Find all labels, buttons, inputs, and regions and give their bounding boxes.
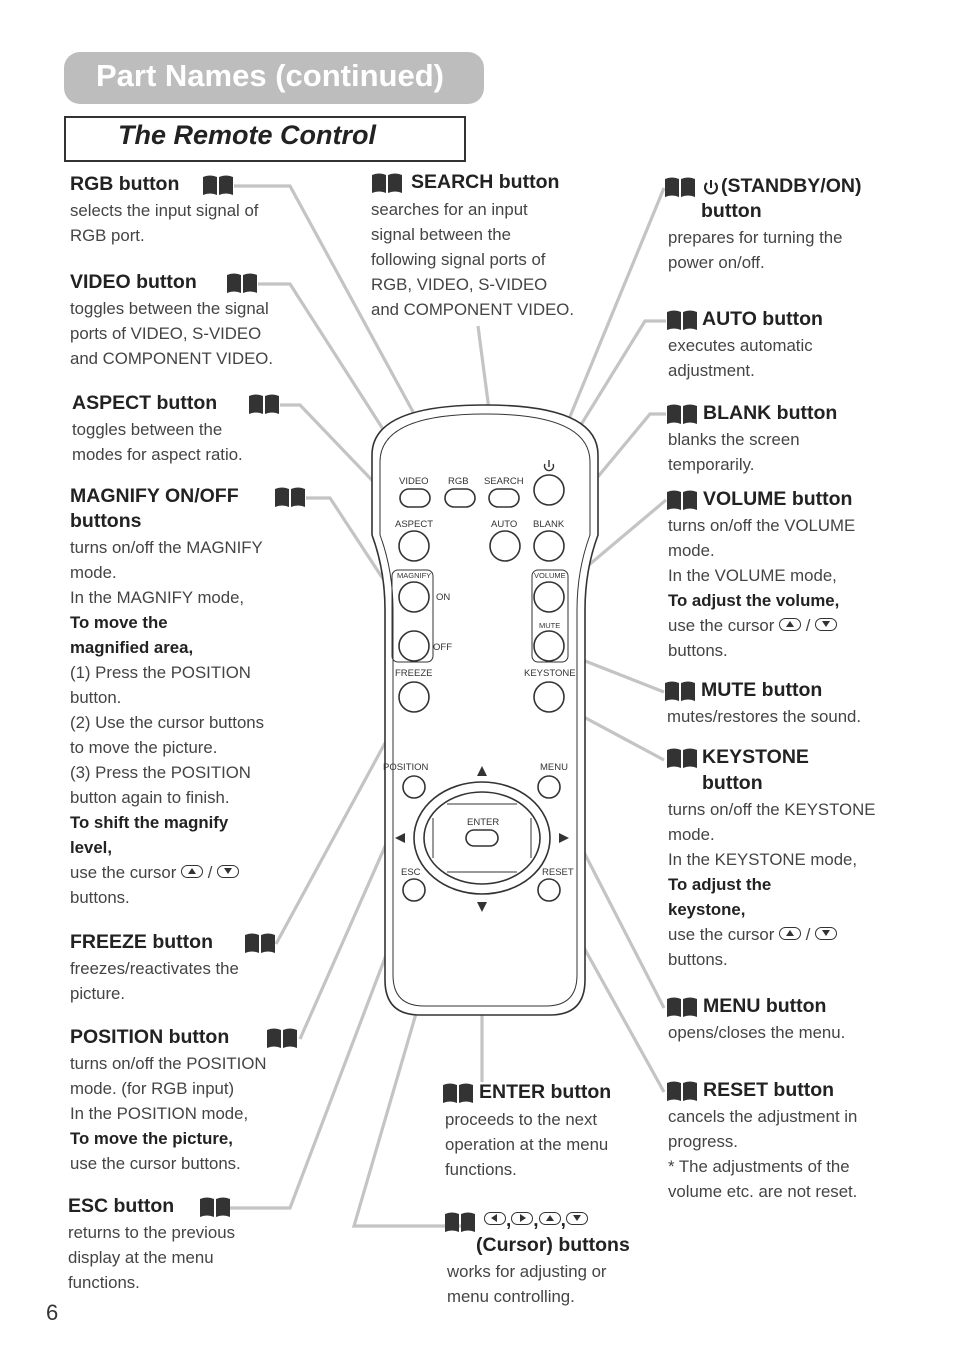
book-icon: [666, 403, 698, 425]
remote-label-rgb: RGB: [448, 476, 469, 487]
cursor-down-icon: [815, 618, 837, 631]
remote-label-menu: MENU: [540, 762, 568, 773]
mute-title: MUTE button: [701, 679, 823, 701]
auto-title: AUTO button: [702, 308, 823, 330]
book-icon: [199, 1196, 231, 1218]
aspect-desc: toggles between the modes for aspect ratio.: [72, 420, 243, 464]
remote-search-key: [489, 489, 519, 507]
remote-mute-key: [534, 631, 564, 661]
remote-magnify-off-key: [399, 631, 429, 661]
book-icon: [666, 747, 698, 769]
standby-desc: prepares for turning the power on/off.: [668, 228, 843, 272]
keystone-title-2: button: [702, 772, 763, 794]
remote-blank-key: [534, 531, 564, 561]
remote-menu-key: [538, 776, 560, 798]
book-icon: [664, 176, 696, 198]
remote-label-blank: BLANK: [533, 519, 565, 530]
cursor-left-icon: [484, 1212, 506, 1225]
cursor-title: (Cursor) buttons: [476, 1234, 630, 1256]
remote-label-position: POSITION: [383, 762, 429, 773]
enter-title: ENTER button: [479, 1081, 612, 1103]
search-title: SEARCH button: [411, 171, 560, 193]
cursor-up-icon: [779, 927, 801, 940]
cursor-up-icon: [181, 865, 203, 878]
remote-label-freeze: FREEZE: [395, 668, 433, 679]
remote-label-volume: VOLUME: [534, 571, 566, 580]
remote-enter-key: [466, 830, 498, 846]
remote-label-off: OFF: [433, 642, 452, 653]
remote-volume-key: [534, 582, 564, 612]
book-icon: [666, 1080, 698, 1102]
reset-desc: cancels the adjustment in progress. * The adjustments of the volume etc. are not reset.: [668, 1107, 858, 1201]
cursor-up-icon: [539, 1212, 561, 1225]
freeze-title: FREEZE button: [70, 931, 213, 953]
remote-rgb-key: [445, 489, 475, 507]
book-icon: [371, 172, 403, 194]
book-icon: [664, 680, 696, 702]
book-icon: [666, 996, 698, 1018]
book-icon: [442, 1082, 474, 1104]
volume-desc: turns on/off the VOLUME mode. In the VOLUME mode, To adjust the volume, use the cursor / buttons.: [668, 516, 856, 660]
keystone-title: KEYSTONE: [702, 746, 809, 768]
video-title: VIDEO button: [70, 271, 197, 293]
remote-keystone-key: [534, 682, 564, 712]
remote-label-video: VIDEO: [399, 476, 429, 487]
position-title: POSITION button: [70, 1026, 230, 1048]
remote-label-auto: AUTO: [491, 519, 518, 530]
video-desc: toggles between the signal ports of VIDEO, S-VIDEO and COMPONENT VIDEO.: [70, 299, 273, 368]
standby-title: (STANDBY/ON): [721, 175, 862, 197]
remote-label-keystone: KEYSTONE: [524, 668, 576, 679]
book-icon: [444, 1211, 476, 1233]
remote-label-enter: ENTER: [467, 817, 500, 828]
remote-label-on: ON: [436, 592, 451, 603]
aspect-title: ASPECT button: [72, 392, 218, 414]
remote-video-key: [400, 489, 430, 507]
remote-reset-key: [538, 879, 560, 901]
magnify-desc: turns on/off the MAGNIFY mode. In the MAGNIFY mode, To move the magnified area, (1) Press the POSITION button. (2) Use the cursor buttons to move the picture. (3) Press the POSITION button again to finish. To shift the magnify level, use the cursor / buttons.: [70, 538, 265, 907]
book-icon: [226, 272, 258, 294]
page-number: 6: [46, 1300, 59, 1325]
cursor-down-icon: [566, 1212, 588, 1225]
remote-magnify-on-key: [399, 582, 429, 612]
esc-title: ESC button: [68, 1195, 175, 1217]
remote-aspect-key: [399, 531, 429, 561]
mute-desc: mutes/restores the sound.: [667, 707, 862, 726]
magnify-title: MAGNIFY ON/OFF: [70, 485, 239, 507]
book-icon: [666, 489, 698, 511]
menu-desc: opens/closes the menu.: [668, 1023, 846, 1042]
blank-desc: blanks the screen temporarily.: [668, 430, 800, 474]
remote-freeze-key: [399, 682, 429, 712]
reset-title: RESET button: [703, 1079, 835, 1101]
cursor-right-icon: [511, 1212, 533, 1225]
remote-standby-key: [534, 475, 564, 505]
book-icon: [266, 1027, 298, 1049]
esc-desc: returns to the previous display at the menu functions.: [68, 1223, 235, 1292]
book-icon: [244, 932, 276, 954]
book-icon: [248, 393, 280, 415]
book-icon: [274, 486, 306, 508]
volume-title: VOLUME button: [703, 488, 853, 510]
rgb-desc: selects the input signal of RGB port.: [70, 201, 259, 245]
remote-label-magnify: MAGNIFY: [397, 571, 432, 580]
cursor-desc: works for adjusting or menu controlling.: [447, 1262, 607, 1306]
rgb-title: RGB button: [70, 173, 180, 195]
remote-label-search: SEARCH: [484, 476, 524, 487]
remote-label-reset: RESET: [542, 867, 574, 878]
remote-auto-key: [490, 531, 520, 561]
freeze-desc: freezes/reactivates the picture.: [70, 959, 239, 1003]
book-icon: [202, 174, 234, 196]
search-desc: searches for an input signal between the following signal ports of RGB, VIDEO, S-VIDEO and COMPONENT VIDEO.: [371, 200, 574, 319]
book-icon: [666, 309, 698, 331]
magnify-title-2: buttons: [70, 510, 142, 532]
position-desc: turns on/off the POSITION mode. (for RGB input) In the POSITION mode, To move the picture, use the cursor buttons.: [70, 1054, 267, 1173]
section-title: The Remote Control: [118, 120, 377, 150]
auto-desc: executes automatic adjustment.: [668, 336, 813, 380]
remote-esc-key: [403, 879, 425, 901]
remote-label-esc: ESC: [401, 867, 421, 878]
menu-title: MENU button: [703, 995, 827, 1017]
standby-title-2: button: [701, 200, 762, 222]
remote-label-mute: MUTE: [539, 621, 561, 630]
page-title: Part Names (continued): [96, 58, 444, 93]
cursor-glyphs: , , ,: [484, 1208, 588, 1233]
enter-desc: proceeds to the next operation at the menu functions.: [445, 1110, 609, 1179]
cursor-down-icon: [217, 865, 239, 878]
remote-label-aspect: ASPECT: [395, 519, 434, 530]
cursor-down-icon: [815, 927, 837, 940]
remote-position-key: [403, 776, 425, 798]
cursor-up-icon: [779, 618, 801, 631]
blank-title: BLANK button: [703, 402, 838, 424]
power-icon: [702, 177, 720, 197]
keystone-desc: turns on/off the KEYSTONE mode. In the KEYSTONE mode, To adjust the keystone, use the cursor / buttons.: [668, 800, 876, 969]
